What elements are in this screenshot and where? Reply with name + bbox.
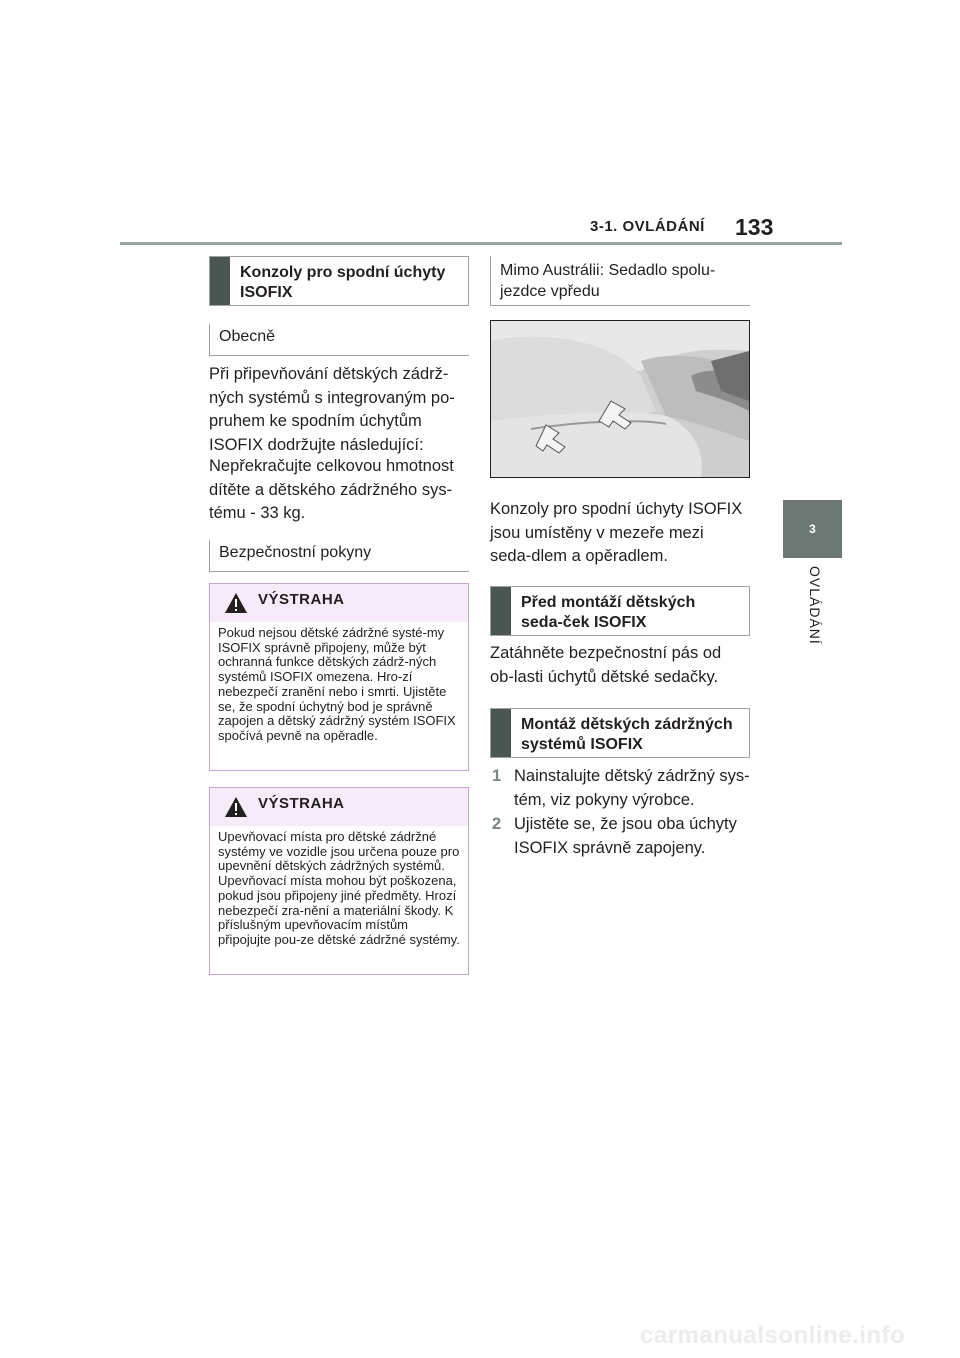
warning-text: Pokud nejsou dětské zádržné systé-my ISOFIX správně připojeny, může být ochranná funkce dětských zádrž-ných systémů ISOFIX omezena. Hro-zí nebezpečí zranění nebo i smrti. Ujistěte se, že spodní úchytný bod je správně zapojen a dětský zádržný systém ISOFIX spočívá pevně na opěradle. <box>218 625 456 743</box>
step-number: 2 <box>492 815 502 833</box>
watermark <box>640 1322 960 1358</box>
watermark-text: carmanualsonline.info <box>640 1322 906 1349</box>
warning-triangle-icon <box>224 592 248 614</box>
step-item <box>492 813 754 861</box>
paragraph-belt: Zatáhněte bezpečnostní pás od ob-lasti úchytů dětské sedačky. <box>490 644 722 686</box>
warning-header <box>210 584 468 622</box>
header-rule <box>120 242 842 245</box>
step-text: Nainstalujte dětský zádržný sys-tém, viz pokyny výrobce. <box>514 767 750 809</box>
page-number: 133 <box>735 214 774 240</box>
warning-box-1 <box>209 583 469 771</box>
subheading-safety: Bezpečnostní pokyny <box>209 540 469 572</box>
step-text: Ujistěte se, že jsou oba úchyty ISOFIX správně zapojeny. <box>514 815 737 857</box>
heading-bar <box>491 709 511 757</box>
chapter-label-text: OVLÁDÁNÍ <box>807 566 823 645</box>
step-item <box>492 765 754 813</box>
warning-box-2 <box>209 787 469 975</box>
heading-bar <box>210 257 230 305</box>
isofix-seat-illustration <box>490 320 750 478</box>
subheading-outside-australia: Mimo Austrálii: Sedadlo spolu-jezdce vpředu <box>490 256 750 306</box>
paragraph-intro: Při připevňování dětských zádrž-ných systémů s integrovaným po-pruhem ke spodním úchytům ISOFIX dodržujte následující: <box>209 365 455 454</box>
paragraph-weight: Nepřekračujte celkovou hmotnost dítěte a dětského zádržného sys-tému - 33 kg. <box>209 457 454 522</box>
photo-caption: Konzoly pro spodní úchyty ISOFIX jsou umístěny v mezeře mezi seda-dlem a opěradlem. <box>490 500 743 565</box>
section-heading-isofix <box>209 256 469 306</box>
warning-triangle-icon <box>224 796 248 818</box>
section-title: 3-1. OVLÁDÁNÍ <box>590 218 705 235</box>
subheading-general: Obecně <box>209 324 469 356</box>
step-number: 1 <box>492 767 502 785</box>
chapter-label <box>783 566 842 666</box>
heading-text: Konzoly pro spodní úchyty ISOFIX <box>240 264 446 301</box>
heading-text: Před montáží dětských seda-ček ISOFIX <box>521 594 696 631</box>
heading-text: Montáž dětských zádržných systémů ISOFIX <box>521 716 733 753</box>
heading-bar <box>491 587 511 635</box>
warning-header <box>210 788 468 826</box>
warning-title: VÝSTRAHA <box>258 591 345 608</box>
warning-text: Upevňovací místa pro dětské zádržné systémy ve vozidle jsou určena pouze pro upevnění dětských zádržných systémů. Upevňovací místa mohou být poškozena, pokud jsou připojeny jiné předměty. Hrozí nebezpečí zra-nění a materiální škody. K příslušným upevňovacím místům připojujte pou-ze dětské zádržné systémy. <box>218 829 460 947</box>
warning-title: VÝSTRAHA <box>258 795 345 812</box>
section-heading-mounting <box>490 708 750 758</box>
seat-image <box>491 321 749 477</box>
chapter-tab[interactable]: 3 <box>783 500 842 558</box>
section-heading-before-mounting <box>490 586 750 636</box>
